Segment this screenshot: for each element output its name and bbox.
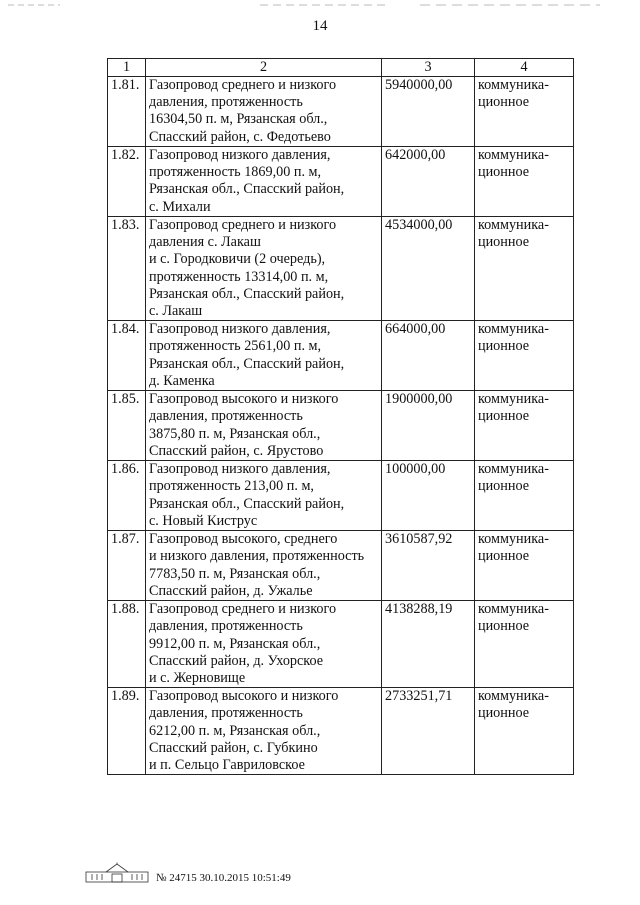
row-number: 1.87.	[108, 531, 146, 601]
object-value: 3610587,92	[382, 531, 475, 601]
description-line: д. Каменка	[149, 372, 215, 389]
description-line: Газопровод высокого и низкого	[149, 688, 339, 705]
row-number: 1.88.	[108, 601, 146, 688]
column-header: 1	[108, 59, 146, 77]
object-value: 1900000,00	[382, 391, 475, 461]
table-row	[108, 391, 574, 461]
object-description	[146, 688, 382, 775]
description-line: протяженность 13314,00 п. м,	[149, 268, 329, 285]
kind-line: коммуника-	[478, 531, 549, 548]
row-number: 1.86.	[108, 461, 146, 531]
object-value: 664000,00	[382, 321, 475, 391]
object-kind	[475, 321, 574, 391]
kind-line: коммуника-	[478, 601, 549, 618]
description-line: протяженность 213,00 п. м,	[149, 478, 314, 495]
description-line: Рязанская обл., Спасский район,	[149, 285, 345, 302]
object-kind	[475, 601, 574, 688]
description-line: Газопровод низкого давления,	[149, 147, 331, 163]
object-description	[146, 391, 382, 461]
table-row	[108, 217, 574, 321]
object-kind	[475, 147, 574, 217]
kind-line: коммуника-	[478, 688, 549, 705]
page-number: 14	[312, 18, 328, 34]
description-line: Спасский район, д. Ужалье	[149, 582, 313, 599]
kind-line: ционное	[478, 338, 530, 355]
description-line: 7783,50 п. м, Рязанская обл.,	[149, 565, 321, 582]
registry-logo-icon	[84, 862, 150, 884]
description-line: Газопровод низкого давления,	[149, 321, 331, 338]
description-line: давления с. Лакаш	[149, 234, 261, 251]
row-number: 1.89.	[108, 688, 146, 775]
description-line: и п. Сельцо Гавриловское	[149, 757, 305, 774]
object-value: 5940000,00	[382, 77, 475, 147]
table-row	[108, 147, 574, 217]
description-line: Спасский район, с. Федотьево	[149, 128, 331, 145]
property-table	[107, 58, 574, 775]
table-row	[108, 601, 574, 688]
object-value: 2733251,71	[382, 688, 475, 775]
object-kind	[475, 217, 574, 321]
description-line: 3875,80 п. м, Рязанская обл.,	[149, 425, 321, 442]
object-kind	[475, 77, 574, 147]
table-row	[108, 688, 574, 775]
object-description	[146, 321, 382, 391]
description-line: Газопровод среднего и низкого	[149, 217, 337, 233]
description-line: протяженность 1869,00 п. м,	[149, 164, 322, 181]
object-value: 4138288,19	[382, 601, 475, 688]
description-line: Спасский район, с. Губкино	[149, 739, 318, 756]
object-description	[146, 77, 382, 147]
row-number: 1.83.	[108, 217, 146, 321]
kind-line: ционное	[478, 705, 530, 722]
kind-line: коммуника-	[478, 391, 549, 408]
description-line: Рязанская обл., Спасский район,	[149, 495, 345, 512]
kind-line: коммуника-	[478, 217, 549, 233]
kind-line: коммуника-	[478, 147, 549, 163]
description-line: протяженность 2561,00 п. м,	[149, 338, 322, 355]
description-line: давления, протяженность	[149, 408, 303, 425]
registration-stamp: № 24715 30.10.2015 10:51:49	[156, 872, 291, 884]
table-row	[108, 461, 574, 531]
object-description	[146, 531, 382, 601]
object-description	[146, 601, 382, 688]
column-header: 2	[146, 59, 382, 77]
scan-header-artifacts	[0, 2, 640, 8]
object-value: 642000,00	[382, 147, 475, 217]
description-line: Газопровод низкого давления,	[149, 461, 331, 478]
description-line: Рязанская обл., Спасский район,	[149, 355, 345, 372]
object-kind	[475, 531, 574, 601]
description-line: Газопровод высокого, среднего	[149, 531, 338, 548]
description-line: и с. Городковичи (2 очередь),	[149, 251, 326, 268]
object-value: 100000,00	[382, 461, 475, 531]
table-header-row	[108, 59, 574, 77]
kind-line: ционное	[478, 94, 530, 111]
description-line: Газопровод высокого и низкого	[149, 391, 339, 408]
kind-line: ционное	[478, 408, 530, 425]
description-line: давления, протяженность	[149, 705, 303, 722]
description-line: давления, протяженность	[149, 618, 303, 635]
object-description	[146, 461, 382, 531]
object-description	[146, 217, 382, 321]
object-description	[146, 147, 382, 217]
kind-line: ционное	[478, 548, 530, 565]
table-row	[108, 321, 574, 391]
description-line: 16304,50 п. м, Рязанская обл.,	[149, 111, 328, 128]
description-line: с. Михали	[149, 198, 211, 215]
object-kind	[475, 461, 574, 531]
description-line: Газопровод среднего и низкого	[149, 601, 337, 618]
description-line: 9912,00 п. м, Рязанская обл.,	[149, 635, 321, 652]
row-number: 1.85.	[108, 391, 146, 461]
description-line: Газопровод среднего и низкого	[149, 77, 337, 93]
kind-line: ционное	[478, 234, 530, 251]
kind-line: коммуника-	[478, 321, 549, 338]
description-line: и низкого давления, протяженность	[149, 548, 365, 565]
kind-line: коммуника-	[478, 77, 549, 93]
description-line: 6212,00 п. м, Рязанская обл.,	[149, 722, 321, 739]
description-line: давления, протяженность	[149, 94, 303, 111]
row-number: 1.82.	[108, 147, 146, 217]
kind-line: ционное	[478, 618, 530, 635]
object-kind	[475, 391, 574, 461]
description-line: Рязанская обл., Спасский район,	[149, 181, 345, 198]
description-line: Спасский район, д. Ухорское	[149, 652, 324, 669]
kind-line: коммуника-	[478, 461, 549, 478]
object-value: 4534000,00	[382, 217, 475, 321]
description-line: с. Лакаш	[149, 303, 203, 320]
kind-line: ционное	[478, 164, 530, 181]
description-line: и с. Жерновище	[149, 670, 246, 687]
description-line: Спасский район, с. Ярустово	[149, 442, 324, 459]
description-line: с. Новый Киструс	[149, 512, 258, 529]
column-header: 4	[475, 59, 574, 77]
row-number: 1.81.	[108, 77, 146, 147]
row-number: 1.84.	[108, 321, 146, 391]
document-footer	[84, 862, 291, 884]
object-kind	[475, 688, 574, 775]
column-header: 3	[382, 59, 475, 77]
table-row	[108, 77, 574, 147]
kind-line: ционное	[478, 478, 530, 495]
table-row	[108, 531, 574, 601]
